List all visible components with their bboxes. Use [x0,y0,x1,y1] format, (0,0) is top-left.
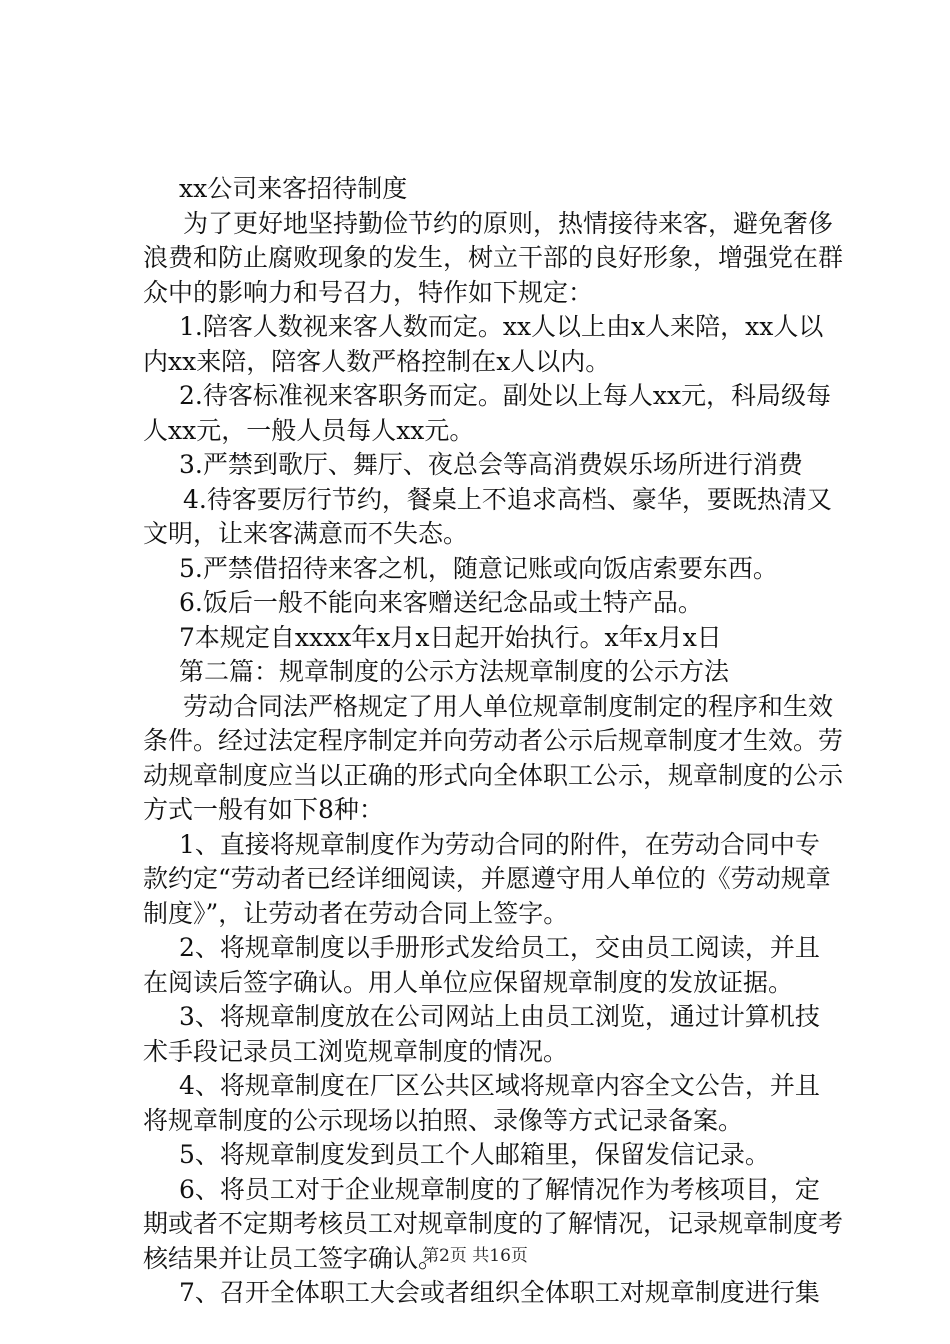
rule-item-4: 4.待客要厉行节约，餐桌上不追求高档、豪华，要既热清又文明，让来客满意而不失态。 [143,484,832,548]
method-item-5: 5、将规章制度发到员工个人邮箱里，保留发信记录。 [179,1140,770,1169]
rule-item-3: 3.严禁到歌厅、舞厅、夜总会等高消费娱乐场所进行消费 [179,450,803,479]
method-item-4: 4、将规章制度在厂区公共区域将规章内容全文公告，并且将规章制度的公示现场以拍照、录像等方式记录备案。 [143,1071,820,1135]
rule-item-1: 1.陪客人数视来客人数而定。xx人以上由x人来陪，xx人以内xx来陪，陪客人数严格控制在x人以内。 [143,312,824,376]
rule-item-7: 7本规定自xxxx年x月x日起开始执行。x年x月x日 [179,622,722,652]
method-item-3: 3、将规章制度放在公司网站上由员工浏览，通过计算机技术手段记录员工浏览规章制度的情况。 [143,1002,820,1066]
rule-item-5: 5.严禁借招待来客之机，随意记账或向饭店索要东西。 [179,553,778,583]
section-intro-paragraph: 劳动合同法严格规定了用人单位规章制度制定的程序和生效条件。经过法定程序制定并向劳动者公示后规章制度才生效。劳动规章制度应当以正确的形式向全体职工公示，规章制度的公示方式一般有如下8种： [143,691,844,824]
rule-item-6: 6.饭后一般不能向来客赠送纪念品或土特产品。 [179,588,703,617]
section-heading: 第二篇：规章制度的公示方法规章制度的公示方法 [179,657,730,686]
intro-paragraph: 为了更好地坚持勤俭节约的原则，热情接待来客，避免奢侈浪费和防止腐败现象的发生，树立干部的良好形象，增强党在群众中的影响力和号召力，特作如下规定： [143,208,844,307]
document-title: xx公司来客招待制度 [179,174,408,203]
method-item-6: 6、将员工对于企业规章制度的了解情况作为考核项目，定期或者不定期考核员工对规章制度的了解情况，记录规章制度考核结果并让员工签字确认。 [143,1174,844,1273]
method-item-2: 2、将规章制度以手册形式发给员工，交由员工阅读，并且在阅读后签字确认。用人单位应保留规章制度的发放证据。 [143,933,820,997]
method-item-1: 1、直接将规章制度作为劳动合同的附件，在劳动合同中专款约定“劳动者已经详细阅读，并愿遵守用人单位的《劳动规章制度》”，让劳动者在劳动合同上签字。 [143,829,831,928]
rule-item-2: 2.待客标准视来客职务而定。副处以上每人xx元，科局级每人xx元，一般人员每人xx元。 [143,381,832,445]
method-item-7: 7、召开全体职工大会或者组织全体职工对规章制度进行集 [179,1278,820,1307]
page-number: 第2页 共16页 [422,1246,528,1266]
document-body [143,172,843,1311]
